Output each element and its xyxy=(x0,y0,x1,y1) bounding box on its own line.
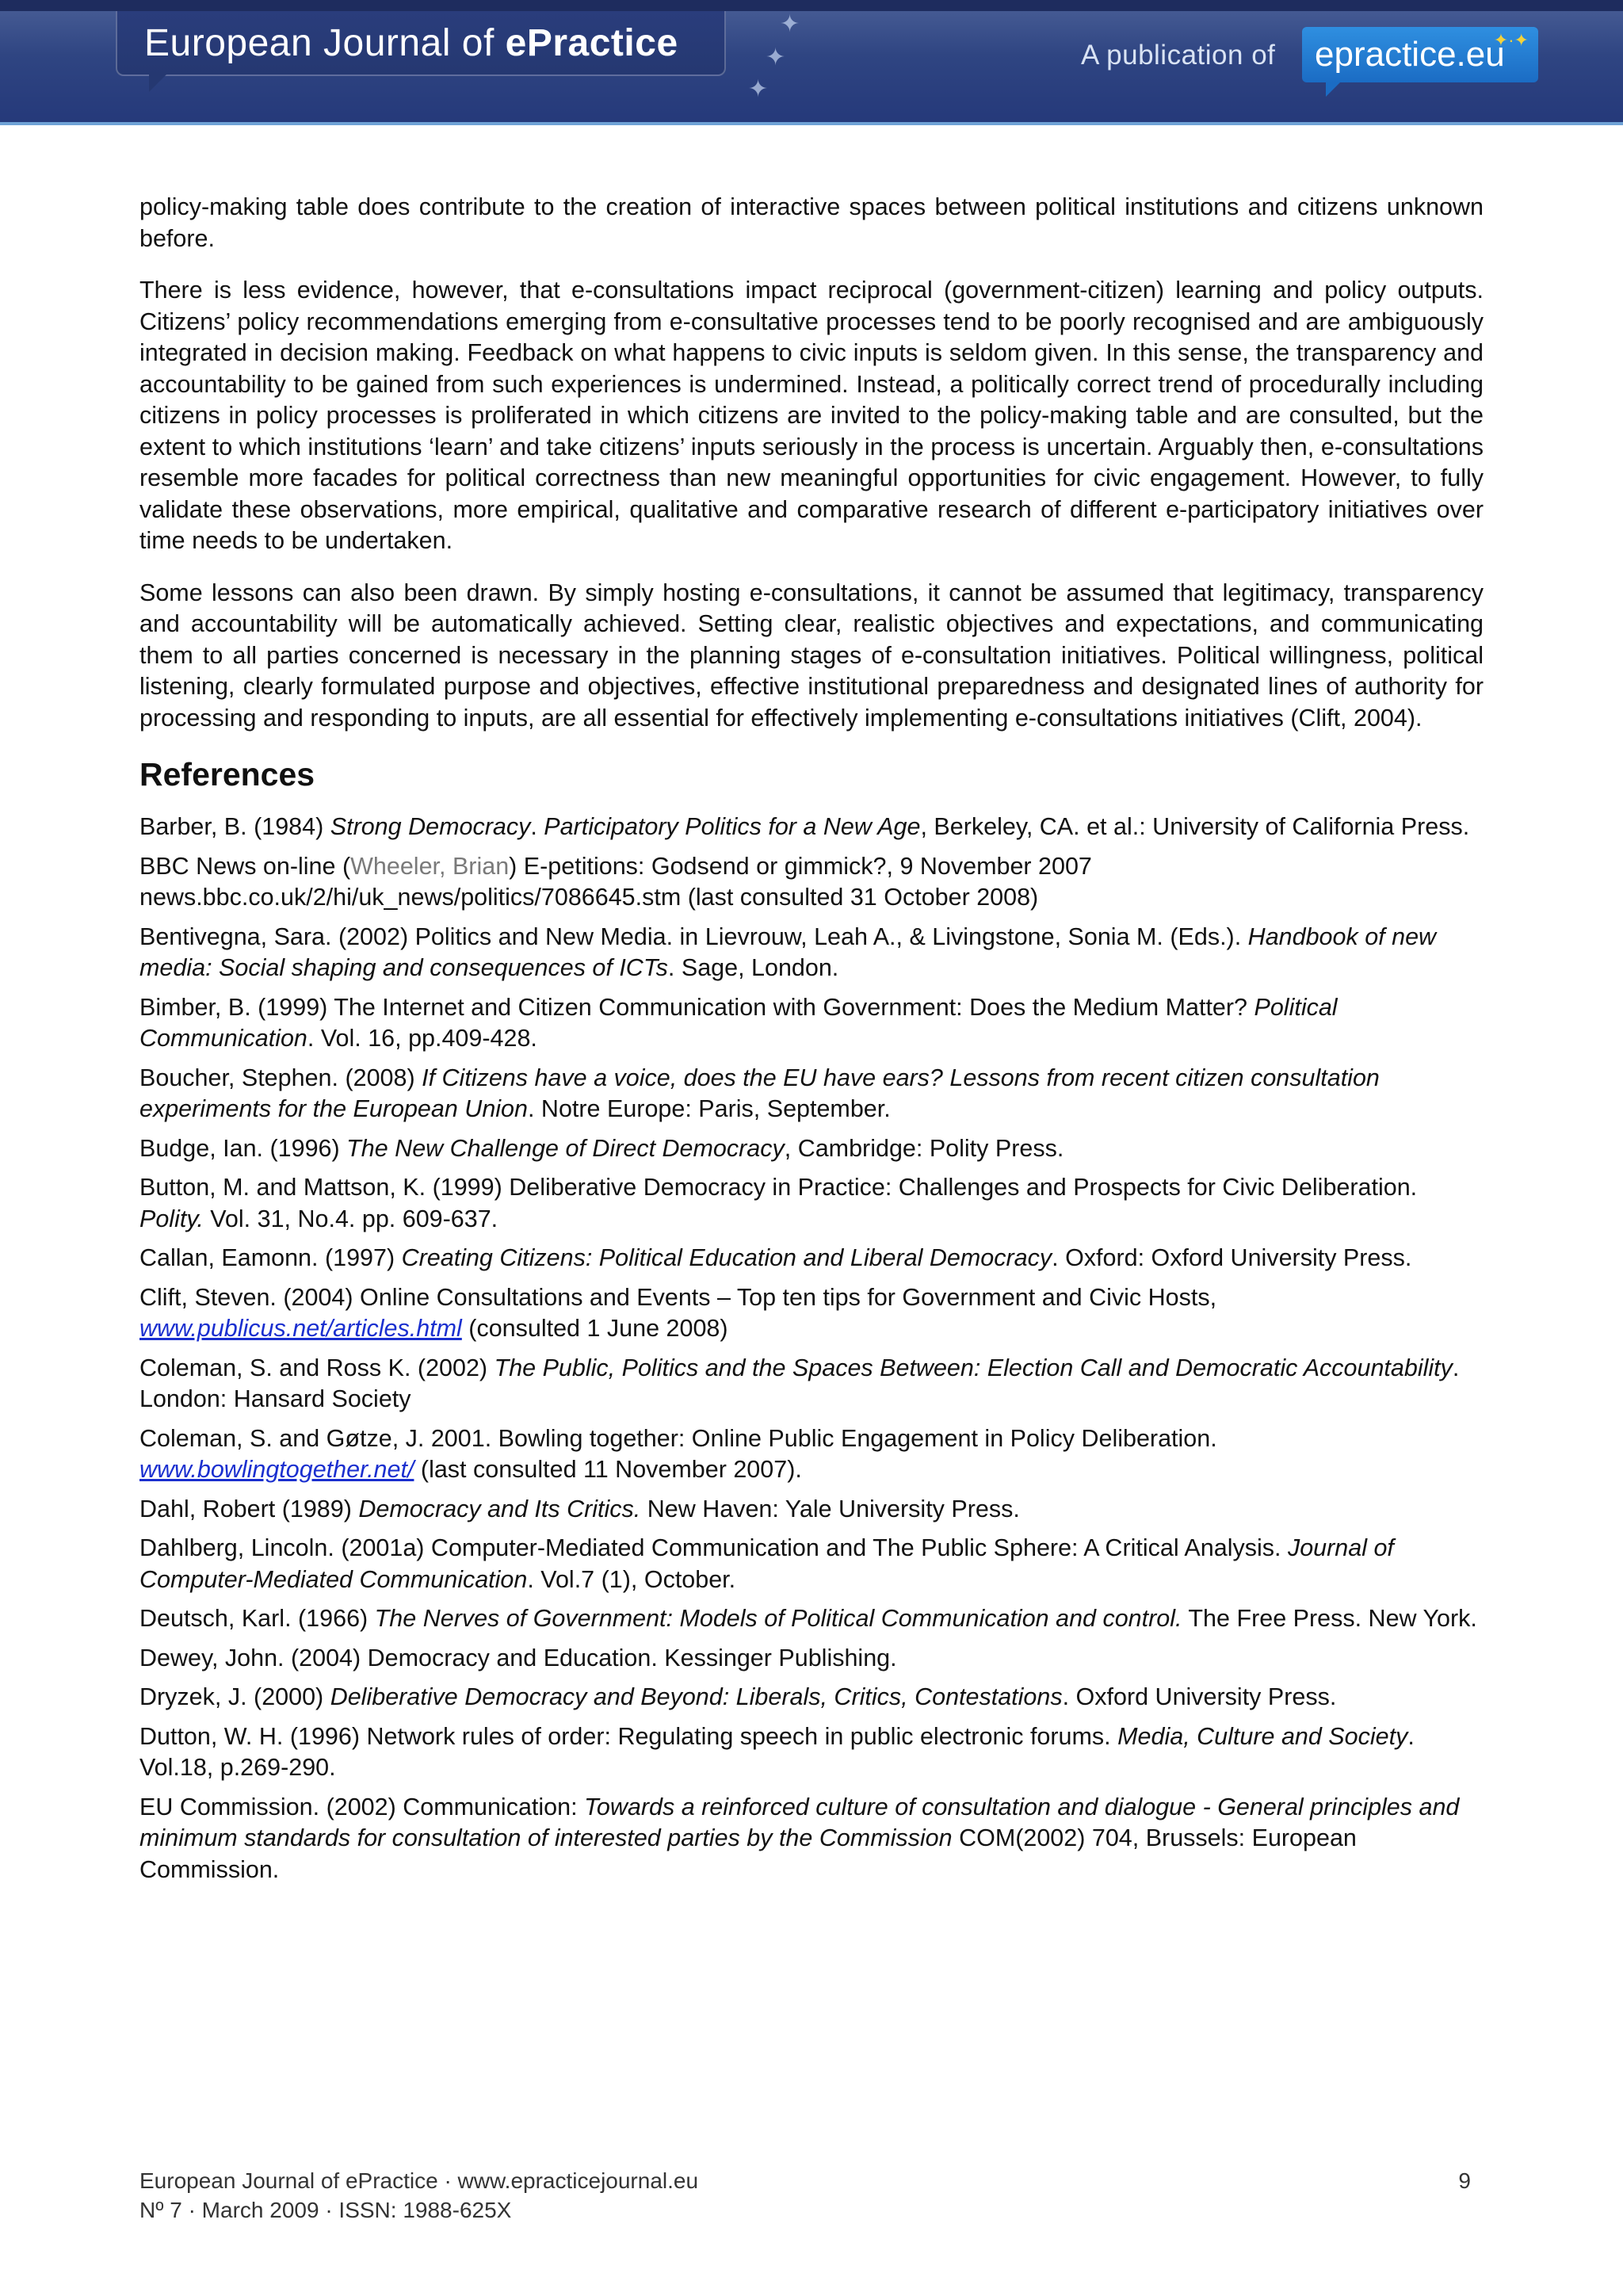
reference-text: , Cambridge: Polity Press. xyxy=(784,1134,1064,1162)
reference-text: Clift, Steven. (2004) Online Consultations and Events – Top ten tips for Government and Civic Hosts, xyxy=(139,1283,1217,1311)
reference-text: The Free Press. New York. xyxy=(1182,1605,1477,1632)
reference-text: Dewey, John. (2004) Democracy and Education. Kessinger Publishing. xyxy=(139,1644,897,1671)
reference-text: . Oxford University Press. xyxy=(1062,1683,1337,1710)
reference-text: Bentivegna, Sara. (2002) Politics and New Media. in Lievrouw, Leah A., & Livingstone, Sonia M. (Eds.). xyxy=(139,923,1248,950)
reference-text: ) E-petitions: Godsend or gimmick?, 9 November 2007 news.bbc.co.uk/2/hi/uk_news/politics/7086645.stm (last consulted 31 October 2008) xyxy=(139,852,1092,911)
reference-entry xyxy=(139,1721,1484,1784)
reference-text: . Oxford: Oxford University Press. xyxy=(1052,1244,1412,1271)
journal-title-emphasis: ePractice xyxy=(505,22,678,64)
reference-entry xyxy=(139,1133,1484,1165)
journal-title-tab xyxy=(116,11,726,76)
reference-text: Barber, B. (1984) xyxy=(139,813,330,840)
reference-text: BBC News on-line ( xyxy=(139,852,351,880)
reference-entry xyxy=(139,812,1484,843)
star-icon: ✦ xyxy=(780,11,800,37)
eu-stars-icon: ✦·✦ xyxy=(1493,30,1529,50)
reference-title: Deliberative Democracy and Beyond: Liberals, Critics, Contestations xyxy=(330,1683,1063,1710)
reference-text: Callan, Eamonn. (1997) xyxy=(139,1244,402,1271)
reference-text: . London: Hansard Society xyxy=(139,1354,1460,1412)
reference-entry xyxy=(139,1603,1484,1635)
reference-text: Budge, Ian. (1996) xyxy=(139,1134,347,1162)
reference-text: . Vol. 16, pp.409-428. xyxy=(307,1025,537,1052)
reference-text: Button, M. and Mattson, K. (1999) Deliberative Democracy in Practice: Challenges and Prospects for Civic Deliberation. xyxy=(139,1174,1418,1201)
reference-text: Dahl, Robert (1989) xyxy=(139,1495,359,1522)
reference-text: Coleman, S. and Gøtze, J. 2001. Bowling together: Online Public Engagement in Policy Deliberation. xyxy=(139,1424,1217,1452)
reference-text: Vol. 31, No.4. pp. 609-637. xyxy=(203,1205,498,1232)
reference-entry xyxy=(139,1353,1484,1415)
reference-title: Democracy and Its Critics. xyxy=(358,1495,641,1522)
reference-text: , Berkeley, CA. et al.: University of California Press. xyxy=(920,813,1470,840)
page-footer xyxy=(139,2166,1471,2225)
star-icon: ✦ xyxy=(748,76,769,102)
reference-text: . Vol.18, p.269-290. xyxy=(139,1722,1415,1781)
reference-link[interactable]: www.bowlingtogether.net/ xyxy=(139,1456,414,1483)
reference-entry xyxy=(139,1643,1484,1675)
reference-entry xyxy=(139,992,1484,1055)
reference-entry xyxy=(139,1792,1484,1886)
reference-text: Dutton, W. H. (1996) Network rules of order: Regulating speech in public electronic forums. xyxy=(139,1722,1118,1750)
epractice-logo[interactable] xyxy=(1302,27,1538,82)
reference-text: . xyxy=(530,813,544,840)
reference-author-link: Wheeler, Brian xyxy=(350,852,510,880)
reference-text: . Sage, London. xyxy=(667,954,839,981)
references-heading: References xyxy=(139,756,315,793)
reference-text: (consulted 1 June 2008) xyxy=(461,1315,728,1342)
reference-entry xyxy=(139,1172,1484,1235)
page-number: 9 xyxy=(1458,2168,1471,2193)
body-paragraph: policy-making table does contribute to the creation of interactive spaces between political institutions and citizens unknown before. xyxy=(139,193,1484,252)
reference-entry xyxy=(139,1494,1484,1526)
reference-title: The Public, Politics and the Spaces Between: Election Call and Democratic Accountability xyxy=(494,1354,1453,1381)
body-paragraph: There is less evidence, however, that e-consultations impact reciprocal (government-citizen) learning and policy outputs. Citizens’ policy recommendations emerging from e-consultative processes tend to be poorly recognised and are ambiguously integrated in decision making. Feedback on what happens to civic inputs is seldom given. In this sense, the transparency and accountability to be gained from such experiences is undermined. Instead, a politically correct trend of procedurally including citizens in policy processes is proliferated in which citizens are invited to the policy-making table and are consulted, but the extent to which institutions ‘learn’ and take citizens’ inputs seriously in the process is uncertain. Arguably then, e-consultations resemble more facades for political correctness than new meaningful opportunities for civic engagement. However, to fully validate these observations, more empirical, qualitative and comparative research of different e-participatory initiatives over time needs to be undertaken. xyxy=(139,277,1484,554)
reference-entry xyxy=(139,1533,1484,1595)
article-content xyxy=(139,192,1484,1893)
reference-entry xyxy=(139,922,1484,984)
reference-text: Deutsch, Karl. (1966) xyxy=(139,1605,375,1632)
journal-banner xyxy=(0,0,1623,125)
reference-title: Towards a reinforced culture of consultation and dialogue - General principles and minimum standards for consultation of interested parties by the Commission xyxy=(139,1793,1460,1851)
body-paragraph: Some lessons can also been drawn. By simply hosting e-consultations, it cannot be assumed that legitimacy, transparency and accountability will be automatically achieved. Setting clear, realistic objectives and expectations, and communicating them to all parties concerned is necessary in the planning stages of e-consultation initiatives. Political willingness, political listening, clearly formulated purpose and objectives, effective institutional preparedness and designated lines of authority for processing and responding to inputs, are all essential for effectively implementing e-consultations initiatives (Clift, 2004). xyxy=(139,579,1484,732)
reference-entry xyxy=(139,851,1484,914)
footer-journal-line: European Journal of ePractice · www.epracticejournal.eu xyxy=(139,2168,699,2193)
reference-entry xyxy=(139,1063,1484,1125)
reference-link[interactable]: www.publicus.net/articles.html xyxy=(139,1315,462,1342)
reference-text: Dahlberg, Lincoln. (2001a) Computer-Mediated Communication and The Public Sphere: A Critical Analysis. xyxy=(139,1534,1288,1561)
reference-title: If Citizens have a voice, does the EU have ears? Lessons from recent citizen consultation experiments for the European Union xyxy=(139,1064,1380,1122)
reference-title: Strong Democracy xyxy=(330,813,531,840)
reference-text: Dryzek, J. (2000) xyxy=(139,1683,330,1710)
reference-title: Handbook of new media: Social shaping and consequences of ICTs xyxy=(139,923,1437,981)
reference-entry xyxy=(139,1243,1484,1274)
reference-title: The Nerves of Government: Models of Political Communication and control. xyxy=(374,1605,1182,1632)
reference-entry xyxy=(139,1423,1484,1486)
reference-title: The New Challenge of Direct Democracy xyxy=(346,1134,785,1162)
brand-name: epractice.eu xyxy=(1315,35,1505,74)
reference-entry xyxy=(139,1682,1484,1713)
reference-text: (last consulted 11 November 2007). xyxy=(414,1456,802,1483)
reference-title: Participatory Politics for a New Age xyxy=(544,813,921,840)
reference-title: Journal of Computer-Mediated Communication xyxy=(139,1534,1394,1593)
star-icon: ✦ xyxy=(766,44,786,71)
reference-text: . Notre Europe: Paris, September. xyxy=(527,1095,891,1122)
reference-text: Coleman, S. and Ross K. (2002) xyxy=(139,1354,495,1381)
reference-entry xyxy=(139,1282,1484,1345)
reference-list xyxy=(139,812,1484,1885)
speech-notch xyxy=(1326,82,1340,97)
reference-text: New Haven: Yale University Press. xyxy=(640,1495,1020,1522)
speech-notch xyxy=(149,74,166,92)
reference-title: Political Communication xyxy=(139,993,1338,1052)
publication-label: A publication of xyxy=(1081,40,1276,71)
journal-title: European Journal of xyxy=(144,22,506,64)
reference-title: Polity. xyxy=(139,1205,204,1232)
reference-text: COM(2002) 704, Brussels: European Commission. xyxy=(139,1824,1357,1883)
reference-text: Boucher, Stephen. (2008) xyxy=(139,1064,422,1091)
banner-top-strip xyxy=(0,0,1623,11)
reference-title: Media, Culture and Society xyxy=(1117,1722,1408,1750)
footer-issue-line: Nº 7 · March 2009 · ISSN: 1988-625X xyxy=(139,2198,512,2222)
reference-title: Creating Citizens: Political Education and Liberal Democracy xyxy=(401,1244,1052,1271)
reference-text: EU Commission. (2002) Communication: xyxy=(139,1793,585,1820)
reference-text: Bimber, B. (1999) The Internet and Citizen Communication with Government: Does the Medium Matter? xyxy=(139,993,1254,1021)
reference-text: . Vol.7 (1), October. xyxy=(527,1565,736,1593)
